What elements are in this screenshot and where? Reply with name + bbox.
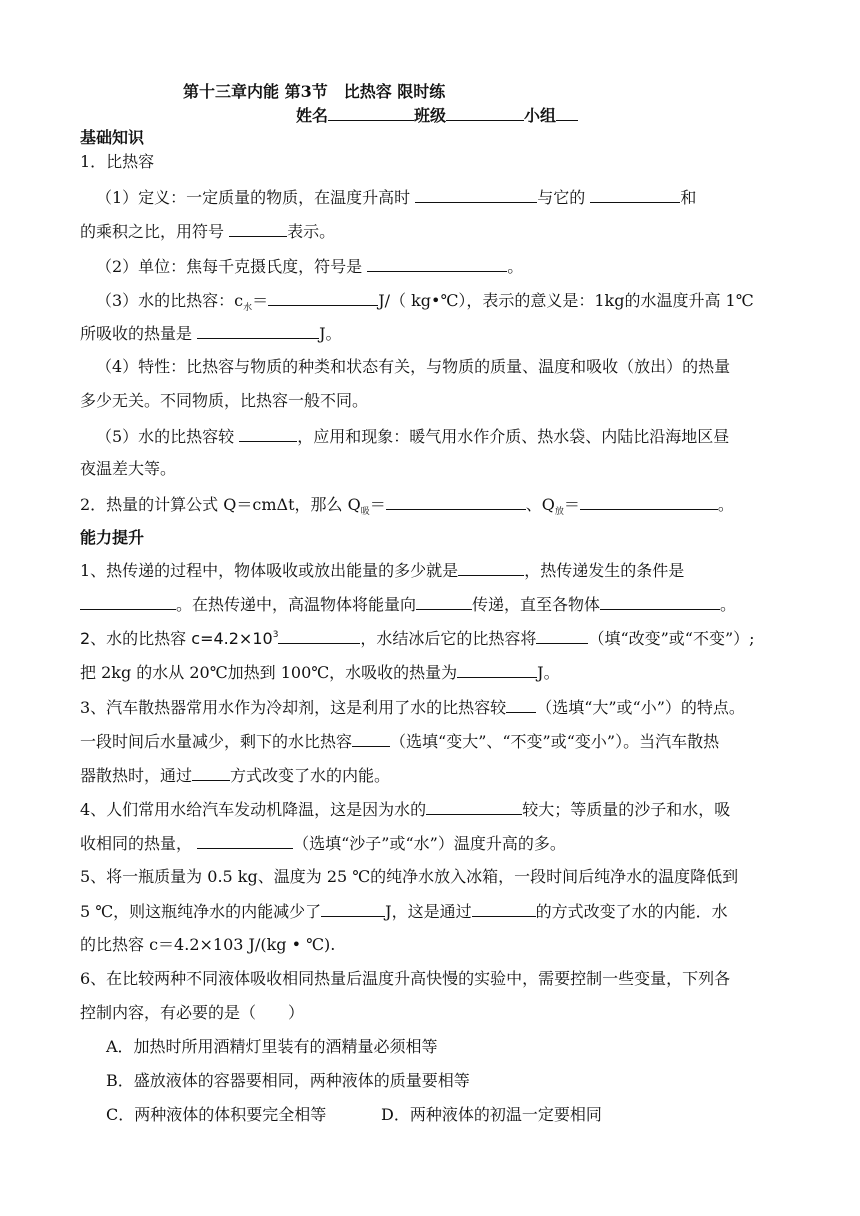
q2-unit-blank[interactable] xyxy=(278,628,360,644)
q1-end: 。 xyxy=(720,595,737,614)
q4-text-2: 较大；等质量的沙子和水，吸 xyxy=(522,800,731,819)
q1-text: 1、热传递的过程中，物体吸收或放出能量的多少就是 xyxy=(80,561,459,580)
water-line2-text: 所吸收的热量是 xyxy=(80,324,193,343)
q4-blank-1[interactable] xyxy=(426,799,522,815)
q1-text-3: 。在热传递中，高温物体将能量向 xyxy=(176,595,417,614)
water-capacity-line-2 xyxy=(80,323,342,344)
unit-line xyxy=(96,256,523,277)
q3-text-6: 方式改变了水的内能。 xyxy=(230,766,391,785)
release-subscript: 放 xyxy=(554,507,564,517)
formula-text: 2．热量的计算公式 Q＝cmΔt，那么 Q xyxy=(80,495,361,514)
q4-text: 4、人们常用水给汽车发动机降温，这是因为水的 xyxy=(80,800,427,819)
q3-line-3 xyxy=(80,765,390,786)
q3-blank-1[interactable] xyxy=(506,697,536,713)
application-line-1 xyxy=(96,426,729,447)
q3-text-5: 器散热时，通过 xyxy=(80,766,193,785)
definition-line-2 xyxy=(80,221,335,242)
water-text: （3）水的比热容：c xyxy=(96,291,244,310)
group-blank[interactable] xyxy=(556,105,578,121)
q5-text: 5 ℃，则这瓶纯净水的内能减少了 xyxy=(80,902,322,921)
q1-blank-1[interactable] xyxy=(458,560,524,576)
definition-line-1 xyxy=(96,187,696,208)
unit-text: （2）单位：焦每千克摄氏度，符号是 xyxy=(96,257,363,276)
page-title: 第十三章内能 第3节 比热容 限时练 xyxy=(183,82,446,101)
option-b[interactable]: B．盛放液体的容器要相同，两种液体的质量要相等 xyxy=(106,1071,470,1090)
definition-blank-2[interactable] xyxy=(590,187,680,203)
heat-absorbed-blank[interactable] xyxy=(197,323,319,339)
q1-text-4: 传递，直至各物体 xyxy=(472,595,601,614)
q5-text-3: 的方式改变了水的内能．水 xyxy=(535,902,728,921)
formula-text-2: 、Q xyxy=(525,495,555,514)
water-subscript: 水 xyxy=(243,303,253,313)
definition-blank-1[interactable] xyxy=(415,187,537,203)
q2-text-4: 把 2kg 的水从 20℃加热到 100℃，水吸收的热量为 xyxy=(80,663,458,682)
q3-blank-3[interactable] xyxy=(192,765,230,781)
water-line2-end: J。 xyxy=(319,324,342,343)
definition-line2-end: 表示。 xyxy=(287,222,336,241)
group-label: 小组 xyxy=(524,106,557,125)
water-capacity-line-1 xyxy=(96,290,754,314)
q2-superscript: 3 xyxy=(272,630,279,640)
q3-line-2 xyxy=(80,731,719,752)
option-a[interactable]: A．加热时所用酒精灯里装有的酒精量必须相等 xyxy=(106,1037,438,1056)
formula-end: 。 xyxy=(717,495,734,514)
item1-title: 1．比热容 xyxy=(80,152,155,171)
unit-end: 。 xyxy=(507,257,524,276)
application-text: （5）水的比热容较 xyxy=(96,427,235,446)
name-label: 姓名 xyxy=(296,106,329,125)
item2-formula-line xyxy=(80,494,734,518)
q1-line-2 xyxy=(80,594,736,615)
section-heading-basic: 基础知识 xyxy=(80,128,145,147)
q5-line-3: 的比热容 c＝4.2×103 J/(kg • ℃). xyxy=(80,935,336,954)
q4-text-4: （选填“沙子”或“水”）温度升高的多。 xyxy=(293,834,566,853)
unit-symbol-blank[interactable] xyxy=(367,256,507,272)
q-release-blank[interactable] xyxy=(580,494,718,510)
definition-text-3: 和 xyxy=(680,188,697,207)
definition-text: （1）定义：一定质量的物质，在温度升高时 xyxy=(96,188,411,207)
definition-line2-text: 的乘积之比，用符号 xyxy=(80,222,225,241)
q4-line-1 xyxy=(80,799,730,820)
q3-blank-2[interactable] xyxy=(352,731,390,747)
q4-text-3: 收相同的热量， xyxy=(80,834,193,853)
property-line-1: （4）特性：比热容与物质的种类和状态有关，与物质的质量、温度和吸收（放出）的热量 xyxy=(96,357,731,376)
q2-text-3: （填“改变”或“不变”）; xyxy=(588,629,755,648)
property-line-2: 多少无关。不同物质，比热容一般不同。 xyxy=(80,391,369,410)
q2-text: 2、水的比热容 c=4.2×10 xyxy=(80,629,273,648)
q3-text-2: （选填“大”或“小”）的特点。 xyxy=(536,698,745,717)
q5-text-2: J，这是通过 xyxy=(385,902,472,921)
name-blank[interactable] xyxy=(328,105,414,121)
symbol-blank[interactable] xyxy=(229,221,287,237)
q1-text-2: ，热传递发生的条件是 xyxy=(524,561,685,580)
application-line-2: 夜温差大等。 xyxy=(80,459,177,478)
option-c[interactable]: C．两种液体的体积要完全相等 xyxy=(106,1105,327,1124)
class-label: 班级 xyxy=(414,106,447,125)
absorb-equals: ＝ xyxy=(369,495,386,514)
absorb-subscript: 吸 xyxy=(360,507,370,517)
q1-blank-2[interactable] xyxy=(80,594,176,610)
q3-text-4: （选填“变大”、“不变”或“变小”）。当汽车散热 xyxy=(390,732,720,751)
q1-blank-3[interactable] xyxy=(416,594,472,610)
q5-line-1: 5、将一瓶质量为 0.5 kg、温度为 25 ℃的纯净水放入冰箱，一段时间后纯净水的温度降低到 xyxy=(80,867,739,886)
q5-line-2 xyxy=(80,901,728,922)
water-capacity-blank[interactable] xyxy=(268,290,378,306)
section-heading-ability: 能力提升 xyxy=(80,528,145,547)
q2-end: J。 xyxy=(537,663,560,682)
class-blank[interactable] xyxy=(446,105,524,121)
water-equals: ＝ xyxy=(252,291,269,310)
definition-text-2: 与它的 xyxy=(537,188,586,207)
q4-line-2 xyxy=(80,833,566,854)
water-meaning-text: J/（ kg•℃），表示的意义是：1kg的水温度升高 1℃ xyxy=(378,291,754,310)
q1-blank-4[interactable] xyxy=(600,594,720,610)
q2-change-blank[interactable] xyxy=(536,628,588,644)
q3-text-3: 一段时间后水量减少，剩下的水比热容 xyxy=(80,732,353,751)
q2-line-1 xyxy=(80,628,755,652)
q3-text: 3、汽车散热器常用水作为冷却剂，这是利用了水的比热容较 xyxy=(80,698,507,717)
q6-line-1: 6、在比较两种不同液体吸收相同热量后温度升高快慢的实验中，需要控制一些变量，下列各 xyxy=(80,969,731,988)
q6-line-2: 控制内容，有必要的是（ ） xyxy=(80,1003,305,1022)
q2-text-2: ，水结冰后它的比热容将 xyxy=(360,629,537,648)
q5-blank-1[interactable] xyxy=(321,901,385,917)
student-info-line xyxy=(296,105,578,126)
q2-line-2 xyxy=(80,662,560,683)
q-absorb-blank[interactable] xyxy=(386,494,526,510)
option-d[interactable]: D．两种液体的初温一定要相同 xyxy=(381,1105,602,1124)
q4-blank-2[interactable] xyxy=(197,833,293,849)
application-text-2: ，应用和现象：暖气用水作介质、热水袋、内陆比沿海地区昼 xyxy=(297,427,730,446)
q1-line-1 xyxy=(80,560,684,581)
application-blank[interactable] xyxy=(239,426,297,442)
q2-heat-blank[interactable] xyxy=(457,662,537,678)
release-equals: ＝ xyxy=(563,495,580,514)
q3-line-1 xyxy=(80,697,745,718)
q5-blank-2[interactable] xyxy=(472,901,536,917)
